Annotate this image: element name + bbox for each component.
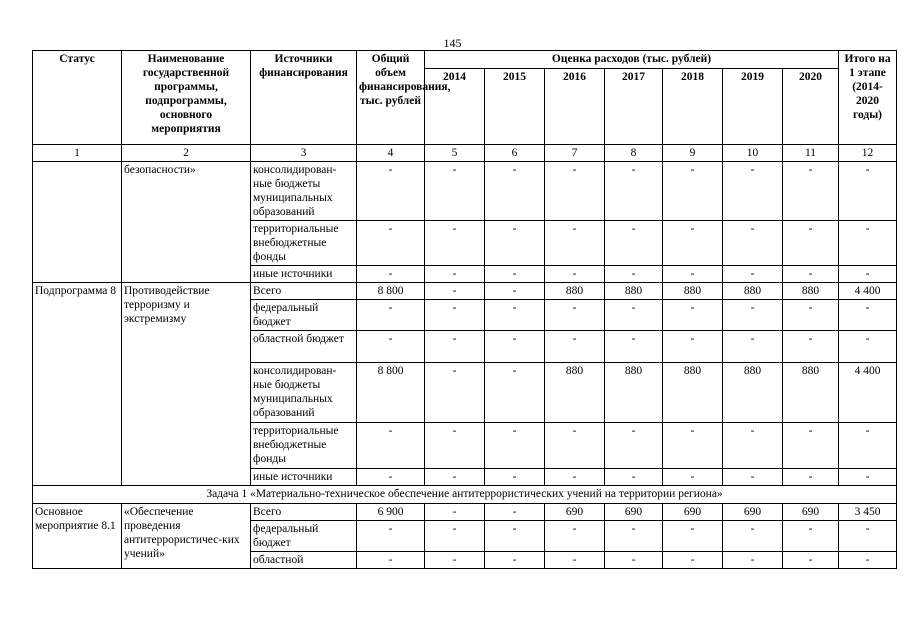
header-year: 2020 <box>783 69 839 145</box>
value-cell: - <box>663 552 723 569</box>
column-number: 12 <box>839 145 897 162</box>
program-name-cell: «Обеспечение проведения антитеррористичес-ких учений» <box>122 504 251 569</box>
value-cell: - <box>783 331 839 363</box>
value-cell: - <box>663 266 723 283</box>
header-status: Статус <box>33 51 122 145</box>
header-stage-total: Итого на 1 этапе (2014-2020 годы) <box>839 51 897 145</box>
column-number: 2 <box>122 145 251 162</box>
value-cell: - <box>357 469 425 486</box>
header-year: 2017 <box>605 69 663 145</box>
column-number: 8 <box>605 145 663 162</box>
value-cell: - <box>357 266 425 283</box>
value-cell: - <box>605 331 663 363</box>
value-cell: - <box>839 552 897 569</box>
table-row <box>33 283 897 300</box>
value-cell: - <box>485 363 545 423</box>
value-cell: - <box>425 469 485 486</box>
value-cell: - <box>605 221 663 266</box>
value-cell: - <box>783 162 839 221</box>
value-cell: - <box>723 266 783 283</box>
value-cell: 880 <box>783 363 839 423</box>
column-number: 11 <box>783 145 839 162</box>
budget-table <box>32 50 897 569</box>
header-total-volume: Общий объем финансирования, тыс. рублей <box>357 51 425 145</box>
value-cell: - <box>545 521 605 552</box>
column-number: 9 <box>663 145 723 162</box>
value-cell: - <box>605 521 663 552</box>
column-number: 7 <box>545 145 605 162</box>
source-cell: федеральный бюджет <box>251 521 357 552</box>
status-cell: Подпрограмма 8 <box>33 283 122 486</box>
value-cell: - <box>783 300 839 331</box>
header-sources: Источники финансирования <box>251 51 357 145</box>
value-cell: - <box>839 162 897 221</box>
value-cell: - <box>357 300 425 331</box>
value-cell: 690 <box>663 504 723 521</box>
header-year: 2014 <box>425 69 485 145</box>
value-cell: - <box>545 300 605 331</box>
status-cell <box>33 162 122 283</box>
value-cell: 880 <box>723 363 783 423</box>
value-cell: - <box>485 423 545 469</box>
source-cell: территориальные внебюджетные фонды <box>251 423 357 469</box>
value-cell: - <box>485 266 545 283</box>
value-cell: 690 <box>723 504 783 521</box>
value-cell: - <box>357 221 425 266</box>
header-year: 2015 <box>485 69 545 145</box>
value-cell: - <box>545 221 605 266</box>
value-cell: - <box>485 504 545 521</box>
header-year: 2019 <box>723 69 783 145</box>
value-cell: - <box>663 331 723 363</box>
value-cell: - <box>425 504 485 521</box>
value-cell: 8 800 <box>357 363 425 423</box>
value-cell: - <box>485 283 545 300</box>
value-cell: - <box>545 552 605 569</box>
value-cell: - <box>485 221 545 266</box>
task-title: Задача 1 «Материально-техническое обеспечение антитеррористических учений на территории региона» <box>33 486 897 504</box>
value-cell: - <box>425 266 485 283</box>
value-cell: - <box>425 423 485 469</box>
program-name-cell: Противодействие терроризму и экстремизму <box>122 283 251 486</box>
value-cell: - <box>723 552 783 569</box>
value-cell: - <box>425 331 485 363</box>
value-cell: - <box>545 162 605 221</box>
value-cell: - <box>485 300 545 331</box>
header-year: 2016 <box>545 69 605 145</box>
value-cell: - <box>605 266 663 283</box>
status-cell: Основное мероприятие 8.1 <box>33 504 122 569</box>
value-cell: 880 <box>545 283 605 300</box>
column-number: 10 <box>723 145 783 162</box>
value-cell: - <box>783 423 839 469</box>
value-cell: - <box>723 331 783 363</box>
value-cell: - <box>663 521 723 552</box>
value-cell: - <box>605 162 663 221</box>
value-cell: - <box>663 221 723 266</box>
value-cell: 8 800 <box>357 283 425 300</box>
column-number: 4 <box>357 145 425 162</box>
value-cell: - <box>425 300 485 331</box>
value-cell: - <box>357 552 425 569</box>
value-cell: 880 <box>545 363 605 423</box>
value-cell: - <box>605 469 663 486</box>
column-number: 1 <box>33 145 122 162</box>
value-cell: - <box>723 469 783 486</box>
value-cell: - <box>425 552 485 569</box>
value-cell: - <box>839 331 897 363</box>
value-cell: 6 900 <box>357 504 425 521</box>
value-cell: - <box>485 552 545 569</box>
value-cell: - <box>357 423 425 469</box>
value-cell: 4 400 <box>839 283 897 300</box>
program-name-cell: безопасности» <box>122 162 251 283</box>
task-row <box>33 486 897 504</box>
header-row-1 <box>33 51 897 69</box>
value-cell: - <box>839 221 897 266</box>
value-cell: - <box>485 521 545 552</box>
value-cell: 880 <box>663 283 723 300</box>
value-cell: - <box>485 162 545 221</box>
value-cell: - <box>425 521 485 552</box>
value-cell: - <box>839 423 897 469</box>
value-cell: - <box>663 469 723 486</box>
value-cell: - <box>783 266 839 283</box>
value-cell: - <box>723 162 783 221</box>
table-row <box>33 504 897 521</box>
source-cell: областной <box>251 552 357 569</box>
value-cell: - <box>783 469 839 486</box>
value-cell: - <box>839 521 897 552</box>
source-cell: иные источники <box>251 266 357 283</box>
column-number-row <box>33 145 897 162</box>
value-cell: 880 <box>783 283 839 300</box>
value-cell: - <box>723 221 783 266</box>
value-cell: - <box>663 423 723 469</box>
header-estimate: Оценка расходов (тыс. рублей) <box>425 51 839 69</box>
value-cell: 4 400 <box>839 363 897 423</box>
value-cell: - <box>545 266 605 283</box>
source-cell: территориальные внебюджетные фонды <box>251 221 357 266</box>
value-cell: 880 <box>723 283 783 300</box>
source-cell: Всего <box>251 283 357 300</box>
source-cell: федеральный бюджет <box>251 300 357 331</box>
value-cell: - <box>425 283 485 300</box>
value-cell: 3 450 <box>839 504 897 521</box>
source-cell: иные источники <box>251 469 357 486</box>
value-cell: - <box>723 521 783 552</box>
value-cell: - <box>783 521 839 552</box>
value-cell: - <box>425 363 485 423</box>
column-number: 6 <box>485 145 545 162</box>
header-program: Наименование государственной программы, подпрограммы, основного мероприятия <box>122 51 251 145</box>
value-cell: 880 <box>663 363 723 423</box>
page-number: 145 <box>443 36 462 50</box>
source-cell: консолидирован-ные бюджеты муниципальных образований <box>251 162 357 221</box>
source-cell: областной бюджет <box>251 331 357 363</box>
value-cell: - <box>425 221 485 266</box>
value-cell: - <box>545 423 605 469</box>
value-cell: - <box>783 552 839 569</box>
column-number: 3 <box>251 145 357 162</box>
value-cell: - <box>723 300 783 331</box>
source-cell: Всего <box>251 504 357 521</box>
value-cell: - <box>425 162 485 221</box>
value-cell: - <box>839 469 897 486</box>
value-cell: - <box>485 331 545 363</box>
value-cell: 690 <box>783 504 839 521</box>
column-number: 5 <box>425 145 485 162</box>
value-cell: - <box>605 423 663 469</box>
value-cell: - <box>839 300 897 331</box>
value-cell: 690 <box>545 504 605 521</box>
value-cell: - <box>485 469 545 486</box>
value-cell: - <box>545 469 605 486</box>
value-cell: - <box>839 266 897 283</box>
value-cell: - <box>545 331 605 363</box>
value-cell: - <box>783 221 839 266</box>
value-cell: - <box>663 162 723 221</box>
value-cell: 880 <box>605 283 663 300</box>
table-row <box>33 162 897 221</box>
value-cell: - <box>605 552 663 569</box>
value-cell: - <box>357 521 425 552</box>
value-cell: - <box>357 162 425 221</box>
source-cell: консолидирован-ные бюджеты муниципальных образований <box>251 363 357 423</box>
value-cell: - <box>723 423 783 469</box>
value-cell: - <box>663 300 723 331</box>
value-cell: - <box>357 331 425 363</box>
value-cell: 880 <box>605 363 663 423</box>
value-cell: 690 <box>605 504 663 521</box>
value-cell: - <box>605 300 663 331</box>
header-year: 2018 <box>663 69 723 145</box>
